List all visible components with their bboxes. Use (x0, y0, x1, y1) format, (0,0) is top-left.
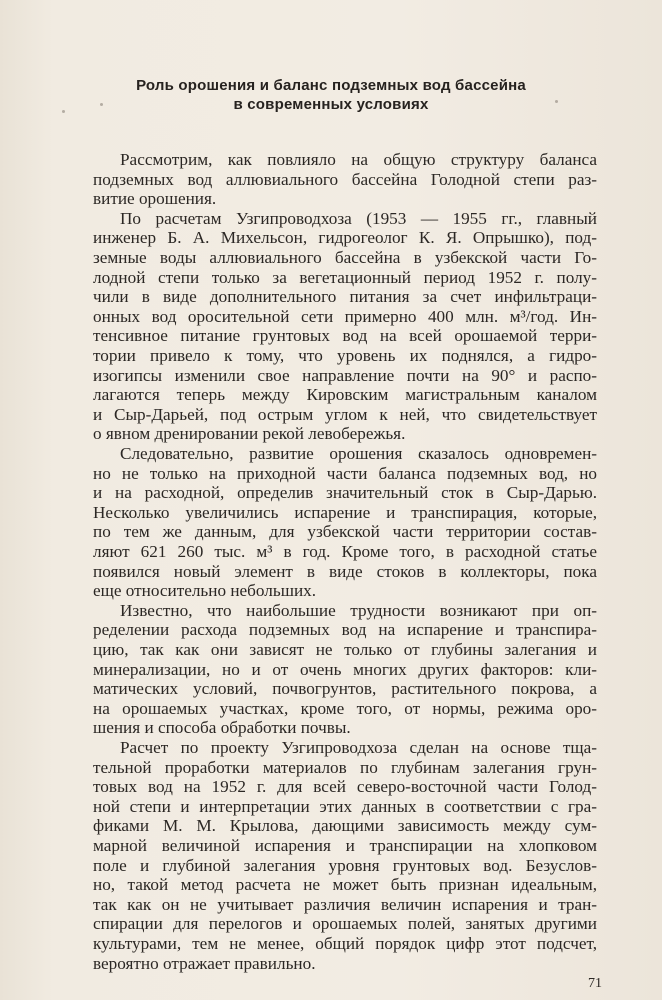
text-line: изогипсы изменили свое направление почти на 90° и распо- (93, 365, 597, 385)
text-line: тельной проработки материалов по глубинам залегания грун- (93, 757, 597, 777)
text-line: вероятно отражает правильно. (93, 953, 316, 973)
text-line: ределении расхода подземных вод на испарение и транспира- (93, 620, 597, 640)
text-line: спирации для перелогов и орошаемых полей, занятых другими (93, 914, 597, 934)
text-line: поле и глубиной залегания уровня грунтовых вод. Безуслов- (93, 855, 597, 875)
text-line: на орошаемых участках, кроме того, от нормы, режима оро- (93, 698, 597, 718)
text-line: так как он не учитывает различия величин испарения и тран- (93, 894, 597, 914)
text-line: ляют 621 260 тыс. м³ в год. Кроме того, в расходной статье (93, 542, 597, 561)
text-line: и Сыр-Дарьей, под острым углом к ней, что свидетельствует (93, 404, 597, 424)
text-line: лагаются теперь между Кировским магистральным каналом (93, 385, 597, 405)
text-line: товых вод на 1952 г. для всей северо-восточной части Голод- (93, 777, 597, 797)
text-line: тенсивное питание грунтовых вод на всей орошаемой терри- (93, 326, 597, 346)
text-line: тории привело к тому, что уровень их поднялся, а гидро- (93, 346, 597, 365)
text-line: но не только на приходной части баланса подземных вод, но (93, 463, 597, 483)
text-line: Следовательно, развитие орошения сказалось одновремен- (120, 444, 597, 463)
text-line: минерализации, но и от очень многих других факторов: кли- (93, 659, 597, 679)
text-line: о явном дренировании рекой левобережья. (93, 424, 406, 444)
text-line: лодной степи только за вегетационный период 1952 г. полу- (93, 267, 597, 287)
text-line: культурами, тем не менее, общий порядок цифр этот подсчет, (93, 934, 597, 953)
text-line: Несколько увеличились испарение и транспирация, которые, (93, 502, 597, 522)
text-line: витие орошения. (93, 189, 217, 209)
section-title-line-1: Роль орошения и баланс подземных вод бассейна (136, 77, 526, 94)
text-line: по тем же данным, для узбекской части территории состав- (93, 522, 597, 542)
text-line: По расчетам Узгипроводхоза (1953 — 1955 гг., главный (120, 208, 597, 228)
text-line: цию, так как они зависят не только от глубины залегания и (93, 640, 597, 659)
text-line: шения и способа обработки почвы. (93, 718, 351, 738)
text-line: онных вод оросительной сети примерно 400 млн. м³/год. Ин- (93, 306, 597, 326)
text-line: Расчет по проекту Узгипроводхоза сделан на основе тща- (120, 738, 597, 757)
section-title-line-2: в современных условиях (233, 96, 429, 113)
text-line: матических условий, почвогрунтов, растительного покрова, а (93, 679, 597, 699)
text-line: инженер Б. А. Михельсон, гидрогеолог К. Я. Опрышко), под- (93, 228, 597, 248)
text-line: и на расходной, определив значительный сток в Сыр-Дарью. (93, 483, 597, 503)
text-line: но, такой метод расчета не может быть признан идеальным, (93, 875, 597, 895)
text-line: подземных вод аллювиального бассейна Голодной степи раз- (93, 169, 597, 189)
page-number: 71 (588, 976, 602, 991)
text-line: еще относительно небольших. (93, 581, 317, 601)
text-line: Известно, что наибольшие трудности возникают при оп- (120, 600, 597, 620)
text-line: фиками М. М. Крылова, дающими зависимость между сум- (93, 816, 597, 836)
text-line: Рассмотрим, как повлияло на общую структуру баланса (120, 150, 597, 169)
text-line: земные воды аллювиального бассейна в узбекской части Го- (93, 248, 597, 267)
text-line: марной величиной испарения и транспирации на хлопковом (93, 836, 597, 855)
text-line: чили в виде дополнительного питания за счет инфильтраци- (93, 287, 597, 307)
text-line: появился новый элемент в виде стоков в коллекторы, пока (93, 561, 597, 581)
text-line: ной степи и интерпретации этих данных в соответствии с гра- (93, 796, 597, 816)
